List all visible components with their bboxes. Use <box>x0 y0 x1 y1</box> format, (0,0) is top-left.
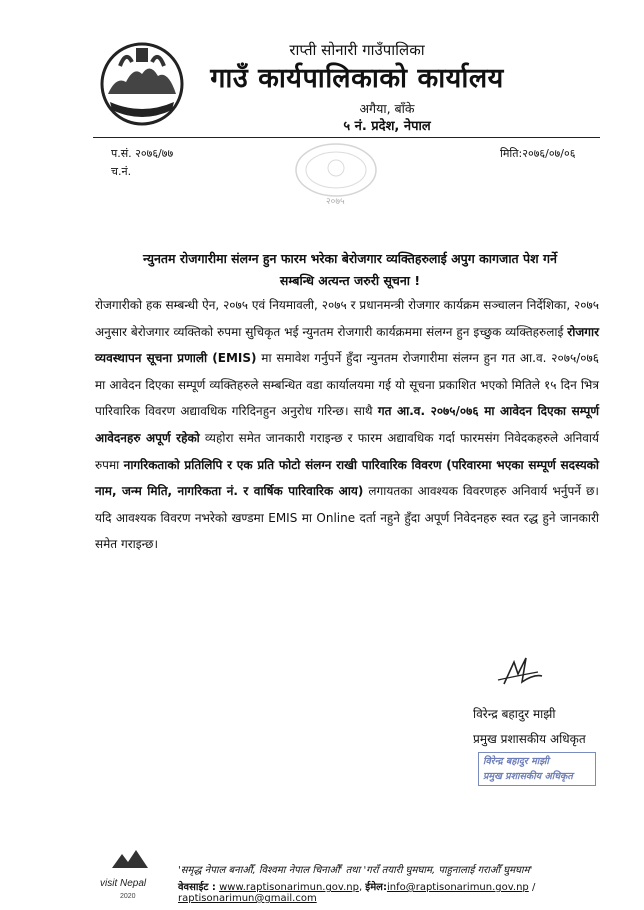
notice-body <box>95 292 599 558</box>
officer-stamp-title: प्रमुख प्रशासकीय अधिकृत <box>483 771 573 782</box>
body-bold-1: रोजगार व्यवस्थापन सूचना प्रणाली (EMIS) <box>95 324 599 366</box>
handwritten-signature-icon <box>496 654 546 690</box>
municipality-name: राप्ती सोनारी गाउँपालिका <box>289 41 425 59</box>
body-paragraph <box>95 292 599 558</box>
signatory-name: विरेन्द्र बहादुर माझी <box>473 707 556 721</box>
website-label: वेवसाईट : <box>178 882 216 893</box>
office-address: अगैया, बाँके <box>359 101 415 116</box>
svg-text:2020: 2020 <box>120 893 136 900</box>
footer-contact: वेवसाईट : www.raptisonarimun.gov.np, ईमेल:info@raptisonarimun.gov.np / raptisonarimun@gmail.com <box>178 882 536 904</box>
body-text-1: रोजगारीको हक सम्बन्धी ऐन, २०७५ एवं नियमावली, २०७५ र प्रधानमन्त्री रोजगार कार्यक्रम सञ्चालन निर्देशिका, २०७५ अनुसार बेरोजगार व्यक्तिको रुपमा सुचिकृत भई न्युनतम रोजगारी कार्यक्रममा संलग्न हुन इच्छुक व्यक्तिहरुलाई <box>95 298 599 339</box>
svg-text:visit Nepal: visit Nepal <box>100 878 147 889</box>
officer-stamp <box>478 752 596 786</box>
signatory-title: प्रमुख प्रशासकीय अधिकृत <box>473 732 586 746</box>
body-bold-2: गत आ.व. २०७५/०७६ मा आवेदन दिएका सम्पूर्ण आवेदनहरु अपूर्ण रहेको <box>95 404 600 445</box>
dispatch-number: च.नं. <box>111 165 132 178</box>
website-link[interactable]: www.raptisonarimun.gov.np <box>219 882 359 893</box>
email-label: ईमेल: <box>365 882 387 893</box>
office-province: ५ नं. प्रदेश, नेपाल <box>343 119 431 134</box>
subject-line-2: सम्बन्धि अत्यन्त जरुरी सूचना ! <box>279 273 421 288</box>
email-link[interactable]: info@raptisonarimun.gov.np <box>386 882 529 893</box>
body-text-4: लगायतका आवश्यक विवरणहरु अनिवार्य भर्नुपर्ने छ। यदि आवश्यक विवरण नभरेको खण्डमा EMIS मा Online दर्ता नहुने हुँदा अपूर्ण निवेदनहरु स्वत रद्ध हुने जानकारी समेत गराइन्छ। <box>95 484 599 552</box>
letter-date: मिति:२०७६/०७/०६ <box>500 147 576 160</box>
subject-line-1: न्युनतम रोजगारीमा संलग्न हुन फारम भरेका बेरोजगार व्यक्तिहरुलाई अपुग कागजात पेश गर्ने <box>143 251 557 266</box>
visit-nepal-logo-icon <box>98 846 160 902</box>
footer-slogan: 'समृद्ध नेपाल बनाऔँ, विश्वमा नेपाल चिनाऔँ' तथा 'गराँ तयारी घुमघाम, पाहुनालाई गराऔँ घुमघाम' <box>178 865 533 876</box>
body-text-2: मा समावेश गर्नुपर्ने हुँदा न्युनतम रोजगारीमा संलग्न हुन गत आ.व. २०७५/०७६ मा आवेदन दिएका सम्पूर्ण व्यक्तिहरुले सम्बन्धित वडा कार्यालयमा गई यो सूचना प्रकाशित भएको मितिले १५ दिन भित्र पारिवारिक विवरण अद्यावधिक गरिदिनहुन अनुरोध गरिन्छ। साथै <box>95 351 599 419</box>
email-separator: / <box>531 882 536 893</box>
notice-subject <box>100 248 600 292</box>
body-text-3: व्यहोरा समेत जानकारी गराइन्छ र फारम अद्यावधिक गर्दा फारमसंग निवेदकहरुले अनिवार्य रुपमा <box>95 430 599 472</box>
officer-stamp-name: विरेन्द्र बहादुर माझी <box>483 756 549 767</box>
email2-link[interactable]: raptisonarimun@gmail.com <box>178 893 317 904</box>
reference-number: प.सं. २०७६/७७ <box>111 147 174 160</box>
seal-year: २०७५ <box>326 197 345 207</box>
office-title: गाउँ कार्यपालिकाको कार्यालय <box>210 63 504 94</box>
body-bold-3: नागरिकताको प्रतिलिपि र एक प्रति फोटो संलग्न राखी पारिवारिक विवरण (परिवारमा भएका सम्पूर्ण सदस्यको नाम, जन्म मिति, नागरिकता नं. र वार्षिक पारिवारिक आय) <box>95 457 599 499</box>
